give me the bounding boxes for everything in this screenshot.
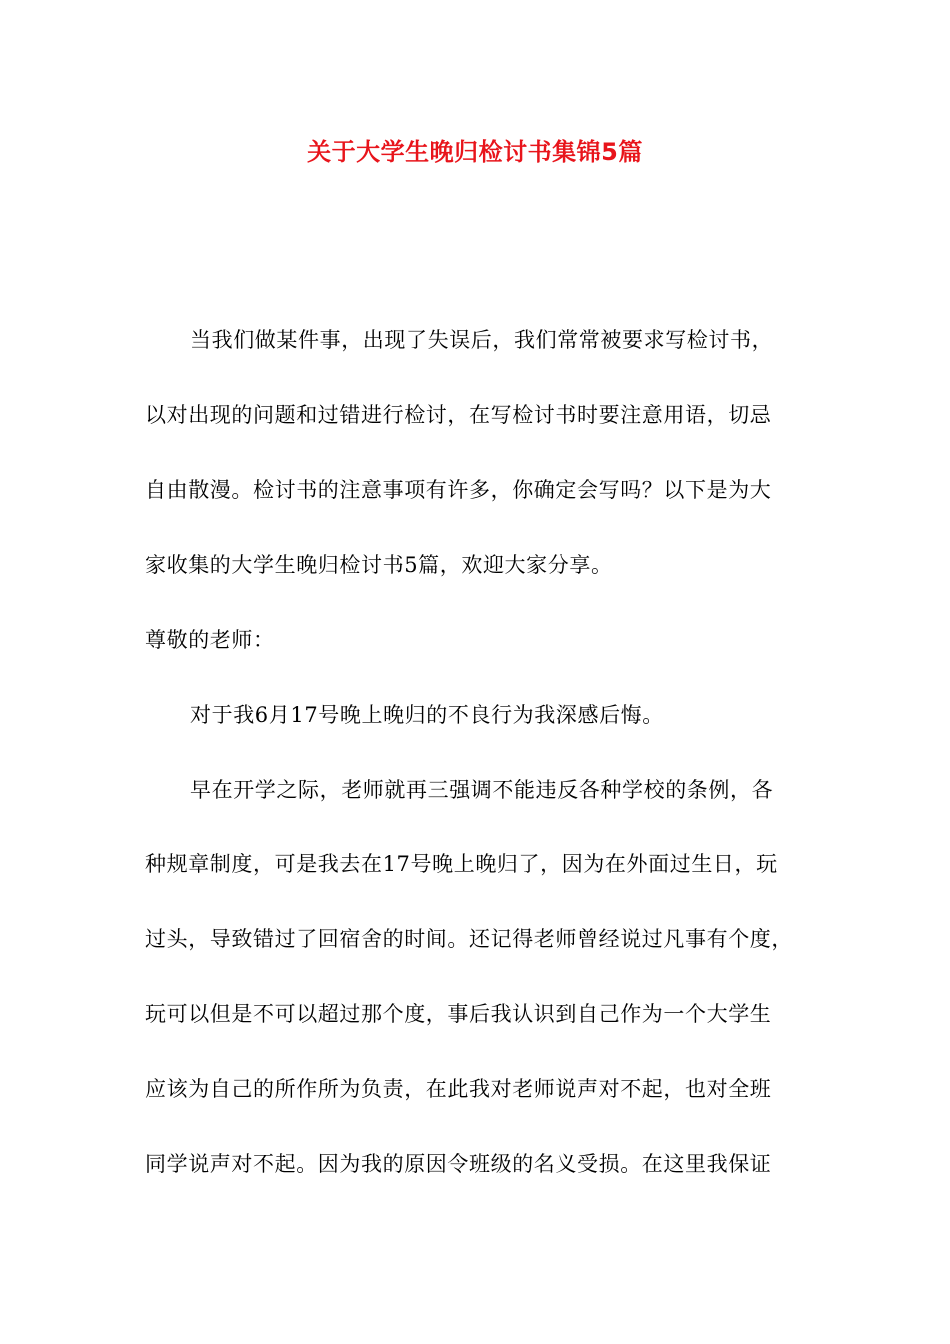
paragraph-line: 对于我6月17号晚上晚归的不良行为我深感后悔。 [190,703,664,727]
paragraph-line: 家收集的大学生晚归检讨书5篇，欢迎大家分享。 [145,553,613,577]
paragraph-line: 早在开学之际，老师就再三强调不能违反各种学校的条例，各 [190,778,774,802]
paragraph-line: 应该为自己的所作所为负责，在此我对老师说声对不起，也对全班 [145,1077,772,1101]
paragraph-line: 过头，导致错过了回宿舍的时间。还记得老师曾经说过凡事有个度， [145,927,793,951]
paragraph-line: 以对出现的问题和过错进行检讨，在写检讨书时要注意用语，切忌 [145,403,772,427]
salutation: 尊敬的老师： [145,628,275,652]
paragraph-line: 种规章制度，可是我去在17号晚上晚归了，因为在外面过生日，玩 [145,852,778,876]
paragraph-line: 自由散漫。检讨书的注意事项有许多，你确定会写吗？以下是为大 [145,478,772,502]
document-title: 关于大学生晚归检讨书集锦5篇 [307,138,643,166]
paragraph-line: 当我们做某件事，出现了失误后，我们常常被要求写检讨书， [190,328,774,352]
paragraph-line: 玩可以但是不可以超过那个度，事后我认识到自己作为一个大学生 [145,1002,772,1026]
paragraph-line: 同学说声对不起。因为我的原因令班级的名义受损。在这里我保证 [145,1152,772,1176]
